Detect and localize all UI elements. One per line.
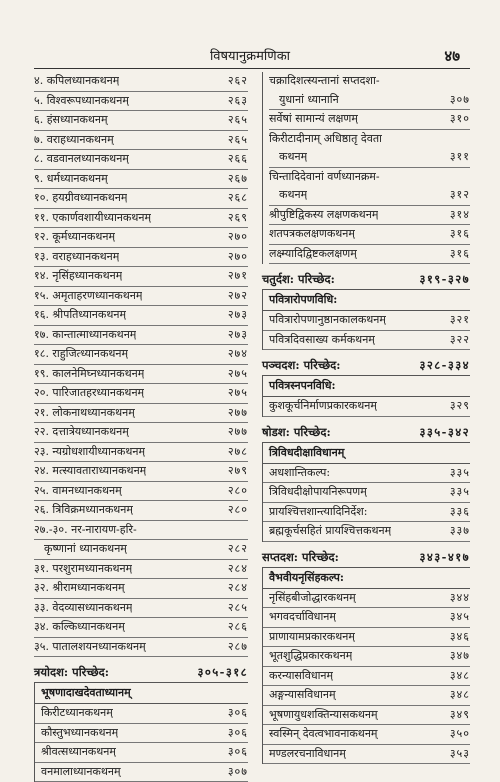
toc-entry-page: २६२ <box>224 72 248 91</box>
toc-entry <box>35 743 248 763</box>
toc-entry-title: वनमालाध्यानकथनम् <box>41 763 121 782</box>
toc-entry-title: २०. पारिजातहरध्यानकथनम् <box>34 384 144 403</box>
toc-entry <box>263 745 470 765</box>
chapter-title: त्रयोदश: परिच्छेद: <box>34 662 109 682</box>
page-header <box>0 0 500 70</box>
toc-entry <box>269 72 470 91</box>
toc-entry-title: कथनम् <box>269 186 307 205</box>
chapter-page-range: ३४३-४१७ <box>420 547 470 567</box>
toc-entry-title: ३३. वेदव्यासध्यानकथनम् <box>34 599 132 618</box>
toc-entry-title: १८. राहुजित्ध्यानकथनम् <box>34 345 128 364</box>
toc-entry <box>34 365 248 385</box>
toc-entry-title: त्रिविधदीक्षोपायनिरूपणम् <box>269 483 367 502</box>
toc-entry-title: नृसिंहबीजोद्धारकथनम् <box>269 589 356 608</box>
toc-entry-title: १४. नृसिंहध्यानकथनम् <box>34 267 122 286</box>
toc-entry-title: १२. कूर्मध्यानकथनम् <box>34 228 115 247</box>
toc-entry-title: चक्रादिशत्स्यन्तानां सप्तदशा- <box>269 72 380 91</box>
section-heading: त्रिविधदीक्षाविधानम् <box>263 442 470 464</box>
toc-entry-page: २६८ <box>224 189 248 208</box>
toc-entry-title: लक्ष्म्यादिद्विष्टकलक्षणम् <box>269 245 357 264</box>
toc-entry-page: ३४५ <box>446 608 470 627</box>
toc-entry-page: २८५ <box>224 599 248 618</box>
toc-entry <box>263 483 470 503</box>
toc-entry <box>269 110 470 130</box>
toc-entry-page: २७५ <box>224 365 248 384</box>
toc-entry-page: २६७ <box>224 170 248 189</box>
toc-entry <box>269 130 470 149</box>
chapter-heading <box>262 269 470 289</box>
toc-entry-title: २५. वामनध्यानकथनम् <box>34 482 122 501</box>
toc-entry-title: ३५. पातालशयनध्यानकथनम् <box>34 638 146 657</box>
toc-entry-page: ३०६ <box>224 743 248 762</box>
toc-entry <box>34 423 248 443</box>
toc-entry-page: ३१२ <box>446 186 470 205</box>
chapter-heading <box>262 547 470 567</box>
toc-entry <box>34 560 248 580</box>
toc-entry <box>263 331 470 351</box>
toc-entry-title: भगवदर्चाविधानम् <box>269 608 336 627</box>
toc-entry <box>35 704 248 724</box>
toc-entry <box>263 706 470 726</box>
toc-entry <box>34 638 248 658</box>
section-block <box>262 289 470 350</box>
toc-entry <box>34 248 248 268</box>
toc-entry-title: प्राणायामप्रकारकथनम् <box>269 628 355 647</box>
toc-entry-title: १६. श्रीपतिध्यानकथनम् <box>34 306 126 325</box>
toc-entry <box>34 482 248 502</box>
left-column <box>34 72 248 764</box>
toc-entry-title: श्रीपुष्टिद्विकस्य लक्षणकथनम् <box>269 206 378 225</box>
toc-entry-title: कुशकूर्चनिर्माणप्रकारकथनम् <box>269 397 377 416</box>
toc-entry-page: ३२९ <box>446 397 470 416</box>
toc-entry-page: २७३ <box>224 326 248 345</box>
toc-entry-title: ५. विश्वरूपध्यानकथनम् <box>34 92 129 111</box>
toc-entry <box>263 589 470 609</box>
toc-entry-title: पवित्रदिवसाख्य कर्मकथनम् <box>269 331 375 350</box>
chapter-page-range: ३१९-३२७ <box>420 269 470 289</box>
toc-entry-title: २१. लोकनाथध्यानकथनम् <box>34 404 135 423</box>
chapter-title: चतुर्दश: परिच्छेद: <box>262 269 335 289</box>
toc-entry-title: भूषणायुधशक्तिन्यासकथनम् <box>269 706 378 725</box>
toc-entry <box>34 618 248 638</box>
chapter-title: पञ्चदश: परिच्छेद: <box>262 355 340 375</box>
toc-entry-title: २७.-३०. नर-नारायण-हरि- <box>34 521 137 540</box>
header-divider <box>34 68 470 69</box>
toc-entry <box>34 209 248 229</box>
section-heading: वैभवीयनृसिंहकल्प: <box>263 567 470 589</box>
toc-entry <box>34 599 248 619</box>
toc-entry-page: २८७ <box>224 638 248 657</box>
toc-entry <box>263 686 470 706</box>
toc-entry-title: कौस्तुभध्यानकथनम् <box>41 724 118 743</box>
section-heading: भूषणादाखदेवताध्यानम् <box>35 682 248 704</box>
toc-entry-title: २३. न्यग्रोधशायीध्यानकथनम् <box>34 443 145 462</box>
section-block <box>34 682 248 782</box>
toc-entry <box>34 579 248 599</box>
toc-entry <box>263 667 470 687</box>
toc-entry <box>263 522 470 542</box>
toc-entry-title: ८. वडवानलध्यानकथनम् <box>34 150 129 169</box>
toc-entry <box>269 225 470 245</box>
toc-entry-page: ३०६ <box>224 724 248 743</box>
toc-entry <box>35 763 248 782</box>
toc-entry-title: १०. हयग्रीवध्यानकथनम् <box>34 189 127 208</box>
toc-entry <box>269 245 470 265</box>
toc-entry <box>263 464 470 484</box>
toc-entry-page: ३२२ <box>446 331 470 350</box>
toc-entry-title: अधशान्तिकल्प: <box>269 464 330 483</box>
toc-entry-title: श्रीवत्सध्यानकथनम् <box>41 743 116 762</box>
section-heading: पवित्रस्नपनविधि: <box>263 375 470 397</box>
toc-entry-page: ३४६ <box>446 628 470 647</box>
page-number: ४७ <box>444 46 460 66</box>
toc-entry-page: ३४९ <box>446 706 470 725</box>
toc-entry-page: ३०७ <box>224 763 248 782</box>
toc-entry-title: कृष्णानां ध्यानकथनम् <box>34 540 127 559</box>
toc-entry-page: २८० <box>224 482 248 501</box>
toc-entry-title: ४. कपिलध्यानकथनम् <box>34 72 119 91</box>
section-block <box>262 375 470 417</box>
toc-entry-title: ६. हंसध्यानकथनम् <box>34 111 108 130</box>
toc-entry <box>35 724 248 744</box>
toc-entry-page: २६९ <box>224 209 248 228</box>
toc-entry <box>34 326 248 346</box>
chapter-page-range: ३०५-३१८ <box>198 662 248 682</box>
toc-entry-page: ३४८ <box>446 667 470 686</box>
toc-entry-title: स्वस्मिन् देवत्वभावनाकथनम् <box>269 725 378 744</box>
toc-entry <box>34 267 248 287</box>
toc-entry-page: ३४८ <box>446 686 470 705</box>
toc-entry-title: १३. वराहध्यानकथनम् <box>34 248 119 267</box>
toc-entry-page: २८४ <box>224 560 248 579</box>
toc-entry-page: ३५३ <box>446 745 470 764</box>
chapter-page-range: ३३५-३४२ <box>420 422 470 442</box>
toc-entry-title: ९. धर्मध्यानकथनम् <box>34 170 108 189</box>
toc-entry-page: ३४४ <box>446 589 470 608</box>
toc-entry <box>34 111 248 131</box>
toc-entry-page: २७७ <box>224 423 248 442</box>
chapter-page-range: ३२८-३३४ <box>420 355 470 375</box>
toc-entry-title: २६. त्रिविक्रमध्यानकथनम् <box>34 501 133 520</box>
toc-entry-page: ३११ <box>446 148 470 167</box>
toc-entry-page: २७३ <box>224 306 248 325</box>
toc-entry <box>263 397 470 417</box>
toc-entry-page: २८२ <box>224 540 248 559</box>
toc-entry <box>34 170 248 190</box>
toc-entry <box>34 306 248 326</box>
toc-entry-title: ३२. श्रीरामध्यानकथनम् <box>34 579 125 598</box>
toc-entry-page: २७८ <box>224 443 248 462</box>
toc-entry <box>269 186 470 206</box>
toc-entry-title: प्रायश्चित्तशान्त्यादिनिर्देश: <box>269 503 367 522</box>
toc-entry-title: ३४. कल्किध्यानकथनम् <box>34 618 125 637</box>
toc-entry-page: ३०७ <box>446 91 470 110</box>
toc-entry-title: २२. दत्तात्रेयध्यानकथनम् <box>34 423 129 442</box>
toc-entry-page: २७० <box>224 248 248 267</box>
toc-entry <box>263 628 470 648</box>
toc-entry-page: ३१४ <box>446 206 470 225</box>
toc-entry-page: २६५ <box>224 111 248 130</box>
toc-entry <box>34 131 248 151</box>
toc-entry <box>34 404 248 424</box>
chapter-heading <box>34 662 248 682</box>
toc-entry <box>263 503 470 523</box>
toc-entry-page: ३१० <box>446 110 470 129</box>
section-block <box>262 72 470 264</box>
toc-entry <box>34 287 248 307</box>
toc-entry-page: ३१६ <box>446 225 470 244</box>
toc-entry <box>263 725 470 745</box>
chapter-title: षोडश: परिच्छेद: <box>262 422 331 442</box>
toc-entry <box>34 345 248 365</box>
section-heading: पवित्रारोपणविधि: <box>263 289 470 311</box>
toc-entry-title: १७. कान्तात्माध्यानकथनम् <box>34 326 136 345</box>
toc-entry-page: २६५ <box>224 131 248 150</box>
toc-entry-page: २६३ <box>224 92 248 111</box>
toc-entry-page: ३०६ <box>224 704 248 723</box>
toc-entry-title: शतपत्रकलक्षणकथनम् <box>269 225 355 244</box>
section-block <box>262 567 470 765</box>
toc-entry <box>263 608 470 628</box>
toc-entry <box>34 443 248 463</box>
toc-entry-title: किरीटध्यानकथनम् <box>41 704 113 723</box>
toc-entry-page: ३१६ <box>446 245 470 264</box>
toc-entry-title: सर्वेषां सामान्यं लक्षणम् <box>269 110 358 129</box>
toc-entry <box>34 521 248 541</box>
toc-entry <box>34 540 248 560</box>
toc-entry <box>34 462 248 482</box>
toc-entry-page: ३५० <box>446 725 470 744</box>
toc-entry-title: २४. मत्स्यावताराध्यानकथनम् <box>34 462 146 481</box>
toc-entry <box>269 91 470 111</box>
toc-entry-title: १५. अमृताहरणध्यानकथनम् <box>34 287 142 306</box>
toc-entry <box>34 501 248 521</box>
toc-entry-title: पवित्रारोपणानुष्ठानकालकथनम् <box>269 311 386 330</box>
toc-entry <box>34 150 248 170</box>
toc-entry-page: ३३५ <box>446 483 470 502</box>
toc-entry-page: २८४ <box>224 579 248 598</box>
toc-entry-title: अङ्गन्यासविधानम् <box>269 686 336 705</box>
toc-entry <box>263 647 470 667</box>
toc-entry <box>34 189 248 209</box>
toc-entry-title: करन्यासविधानम् <box>269 667 333 686</box>
toc-entry-title: ७. वराहध्यानकथनम् <box>34 131 114 150</box>
toc-entry-page: २७४ <box>224 345 248 364</box>
page-title: विषयानुक्रमणिका <box>0 46 500 64</box>
toc-entry-page: २७२ <box>224 287 248 306</box>
toc-entry-page: २७७ <box>224 404 248 423</box>
toc-entry <box>34 384 248 404</box>
toc-entry <box>34 92 248 112</box>
toc-entry-title: कथनम् <box>269 148 307 167</box>
toc-entry-title: ११. एकार्णवशायीध्यानकथनम् <box>34 209 151 228</box>
toc-entry-page: ३३७ <box>446 522 470 541</box>
toc-entry-title: ब्रह्मकूर्चसहितं प्रायश्चित्तकथनम् <box>269 522 391 541</box>
chapter-heading <box>262 355 470 375</box>
toc-entry-page: २८० <box>224 501 248 520</box>
chapter-heading <box>262 422 470 442</box>
toc-entry-page: २७१ <box>224 267 248 286</box>
toc-entry-page: ३२१ <box>446 311 470 330</box>
toc-entry <box>34 228 248 248</box>
toc-entry-title: किरीटादीनाम् अधिष्ठातृ देवता <box>269 130 382 149</box>
toc-entry-page: २८६ <box>224 618 248 637</box>
toc-entry-page: २७९ <box>224 462 248 481</box>
toc-entry <box>269 206 470 226</box>
toc-entry <box>269 148 470 168</box>
section-block <box>262 442 470 542</box>
toc-entry <box>269 168 470 187</box>
toc-entry-page: २७५ <box>224 384 248 403</box>
chapter-title: सप्तदश: परिच्छेद: <box>262 547 339 567</box>
toc-entry-title: १९. कालनेमिघ्नध्यानकथनम् <box>34 365 144 384</box>
toc-entry-title: युधानां ध्यानानि <box>269 91 339 110</box>
toc-entry-page: ३३५ <box>446 464 470 483</box>
toc-entry-title: चिन्तादिदेवानां वर्णध्यानक्रम- <box>269 168 380 187</box>
toc-entry <box>34 72 248 92</box>
toc-entry-page: ३३६ <box>446 503 470 522</box>
toc-entry-page: ३४७ <box>446 647 470 666</box>
toc-entry-title: ३१. परशुरामध्यानकथनम् <box>34 560 132 579</box>
toc-entry-title: भूतशुद्धिप्रकारकथनम् <box>269 647 352 666</box>
toc-entry-title: मण्डलरचनाविधानम् <box>269 745 346 764</box>
toc-entry <box>263 311 470 331</box>
right-column <box>262 72 470 764</box>
toc-entry-page: २६६ <box>224 150 248 169</box>
toc-entry-page: २७० <box>224 228 248 247</box>
